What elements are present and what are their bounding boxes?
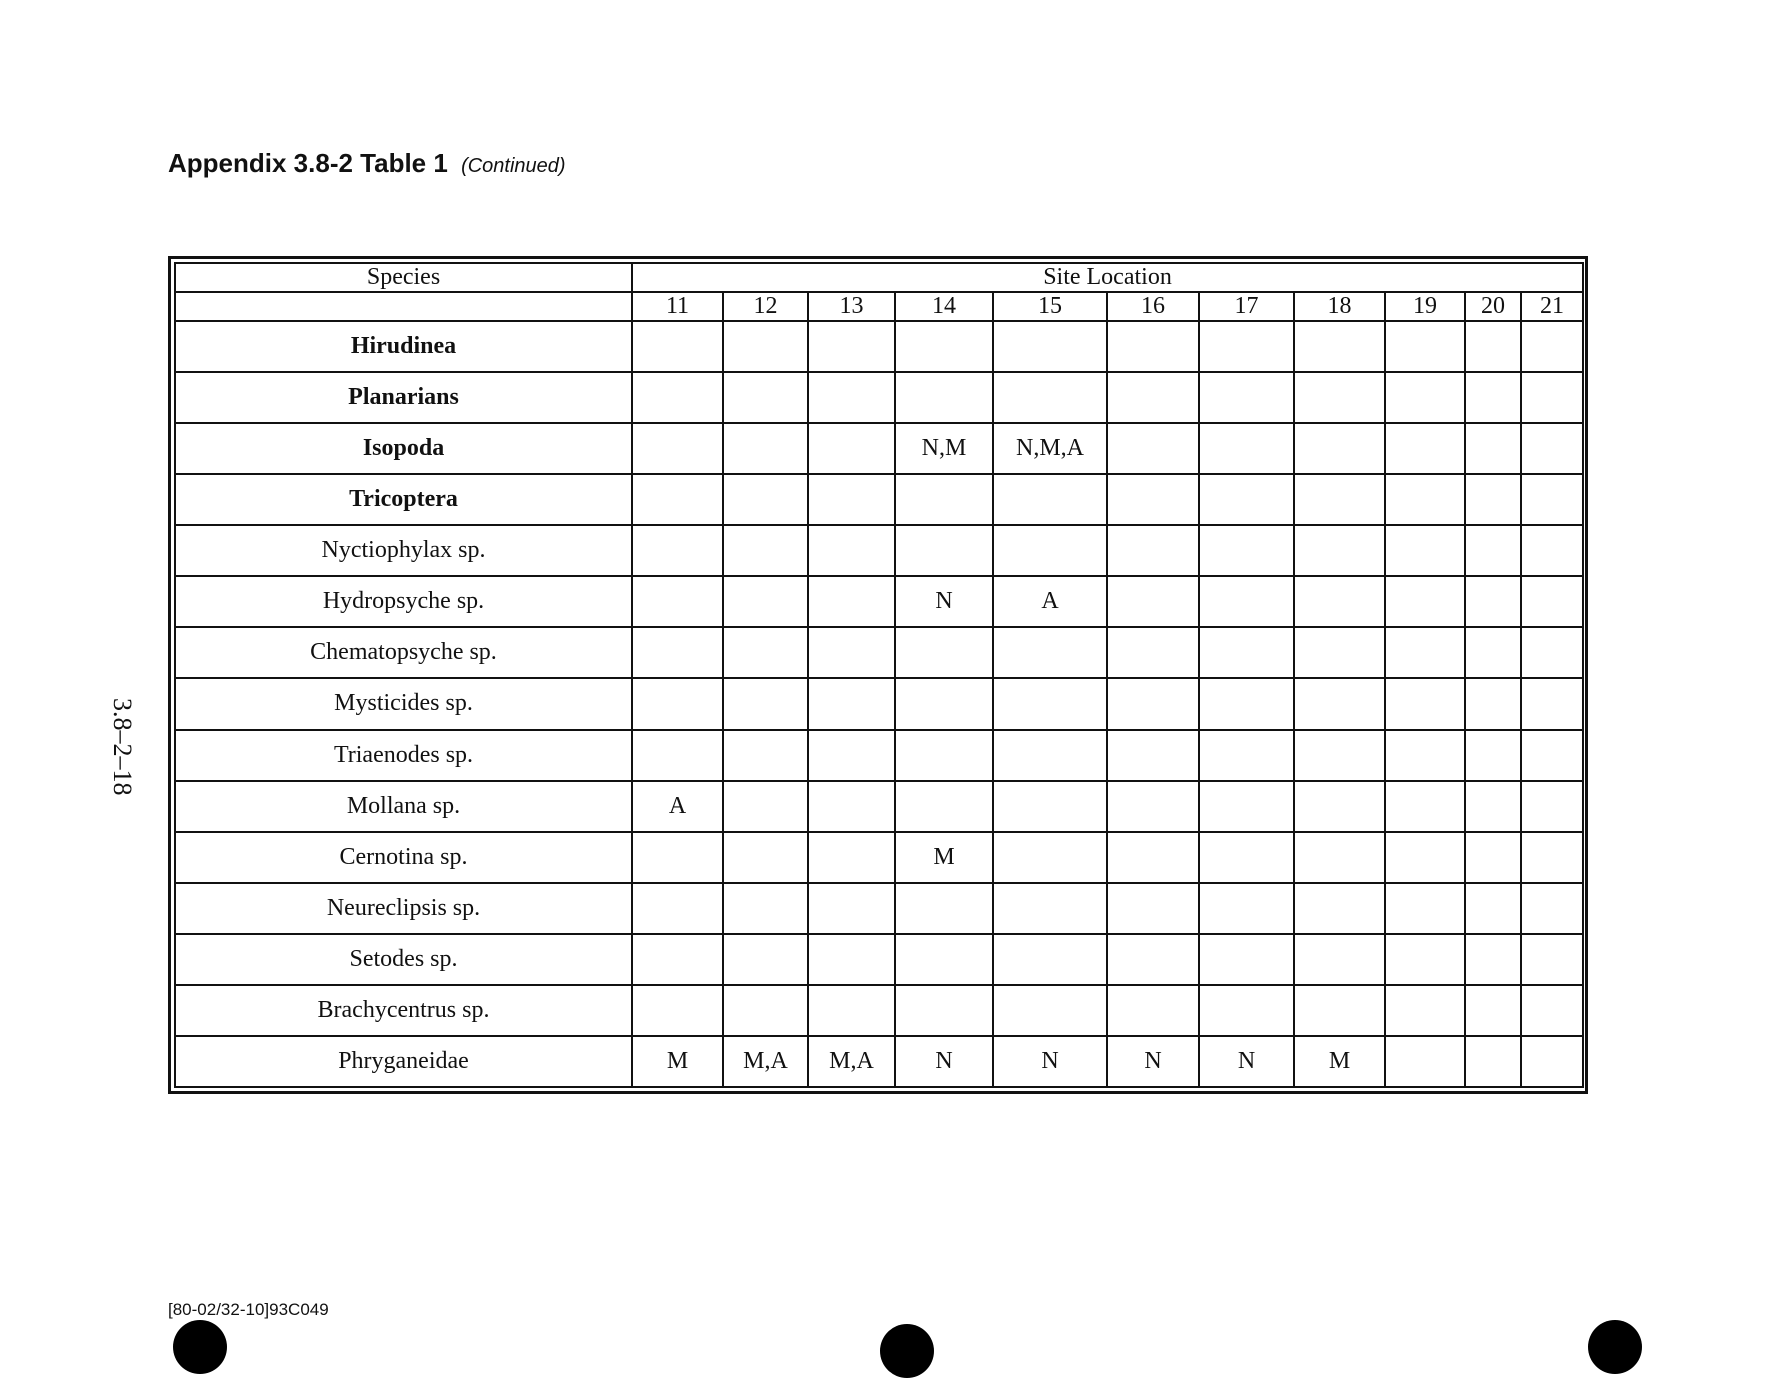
table-row [175,525,1583,576]
occurrence-cell [895,678,993,729]
occurrence-cell [632,832,723,883]
occurrence-cell [1521,832,1583,883]
table-row [175,678,1583,729]
occurrence-cell [1199,474,1294,525]
occurrence-cell [1465,474,1521,525]
occurrence-cell: N [895,576,993,627]
occurrence-cell [632,730,723,781]
occurrence-cell [1465,525,1521,576]
site-number-cell: 18 [1294,292,1385,321]
occurrence-cell [1385,985,1465,1036]
occurrence-cell [723,883,808,934]
occurrence-cell: M [895,832,993,883]
occurrence-cell [1107,883,1199,934]
occurrence-cell [1385,627,1465,678]
site-number-cell: 11 [632,292,723,321]
occurrence-cell [1107,423,1199,474]
occurrence-cell: N [1107,1036,1199,1087]
occurrence-cell [1521,321,1583,372]
occurrence-cell [808,372,895,423]
occurrence-cell [1521,474,1583,525]
occurrence-cell [808,985,895,1036]
occurrence-cell [1385,678,1465,729]
occurrence-cell [1199,934,1294,985]
occurrence-cell: N [1199,1036,1294,1087]
occurrence-cell [1107,832,1199,883]
occurrence-cell [723,934,808,985]
title-continued: (Continued) [461,155,566,177]
occurrence-cell [723,525,808,576]
group-name-cell: Planarians [175,372,632,423]
occurrence-cell [723,627,808,678]
occurrence-cell [1465,372,1521,423]
species-name-cell: Cernotina sp. [175,832,632,883]
occurrence-cell [1385,1036,1465,1087]
species-name-cell: Setodes sp. [175,934,632,985]
occurrence-cell [808,576,895,627]
table-row [175,372,1583,423]
site-number-cell: 19 [1385,292,1465,321]
title-main: Appendix 3.8-2 Table 1 [168,148,448,178]
occurrence-cell [808,832,895,883]
header-row [175,263,1583,292]
site-number-cell: 21 [1521,292,1583,321]
occurrence-cell [808,678,895,729]
species-header-blank [175,292,632,321]
occurrence-cell [723,678,808,729]
occurrence-cell: M,A [723,1036,808,1087]
occurrence-cell [1199,321,1294,372]
occurrence-cell [632,321,723,372]
occurrence-cell [1107,781,1199,832]
species-header: Species [175,263,632,292]
occurrence-cell [632,474,723,525]
occurrence-cell [1107,934,1199,985]
site-number-cell: 15 [993,292,1107,321]
occurrence-cell [1521,1036,1583,1087]
binder-hole [173,1320,227,1374]
occurrence-cell [1199,525,1294,576]
occurrence-cell [1199,883,1294,934]
occurrence-cell [1294,627,1385,678]
occurrence-cell [1107,372,1199,423]
site-number-cell: 12 [723,292,808,321]
occurrence-cell [723,985,808,1036]
occurrence-cell [895,934,993,985]
occurrence-cell [632,423,723,474]
species-table-frame [168,256,1588,1094]
occurrence-cell: A [993,576,1107,627]
occurrence-cell [1465,423,1521,474]
occurrence-cell [723,372,808,423]
occurrence-cell: A [632,781,723,832]
occurrence-cell [1521,985,1583,1036]
occurrence-cell: M [632,1036,723,1087]
occurrence-cell [1385,423,1465,474]
occurrence-cell [808,934,895,985]
occurrence-cell [1199,423,1294,474]
occurrence-cell [1107,627,1199,678]
occurrence-cell [1199,730,1294,781]
table-row [175,321,1583,372]
occurrence-cell [895,985,993,1036]
occurrence-cell [993,781,1107,832]
occurrence-cell [1294,474,1385,525]
species-name-cell: Phryganeidae [175,1036,632,1087]
table-row [175,832,1583,883]
occurrence-cell [1521,934,1583,985]
occurrence-cell [1294,832,1385,883]
occurrence-cell [993,934,1107,985]
occurrence-cell [808,730,895,781]
occurrence-cell [1199,832,1294,883]
occurrence-cell [1294,678,1385,729]
occurrence-cell [1294,525,1385,576]
occurrence-cell [1465,730,1521,781]
occurrence-cell [993,321,1107,372]
binder-hole [880,1324,934,1378]
table-row [175,730,1583,781]
occurrence-cell [1521,423,1583,474]
occurrence-cell: M,A [808,1036,895,1087]
occurrence-cell [1107,474,1199,525]
occurrence-cell [993,985,1107,1036]
occurrence-cell [993,678,1107,729]
occurrence-cell [808,781,895,832]
table-row [175,985,1583,1036]
occurrence-cell [1107,525,1199,576]
occurrence-cell [1465,883,1521,934]
occurrence-cell: N,M [895,423,993,474]
occurrence-cell [723,321,808,372]
species-name-cell: Chematopsyche sp. [175,627,632,678]
occurrence-cell [1385,525,1465,576]
occurrence-cell [808,423,895,474]
occurrence-cell [895,474,993,525]
occurrence-cell [632,934,723,985]
occurrence-cell [1465,678,1521,729]
occurrence-cell [1385,321,1465,372]
occurrence-cell [632,985,723,1036]
occurrence-cell [1385,934,1465,985]
species-name-cell: Neureclipsis sp. [175,883,632,934]
occurrence-cell [1521,576,1583,627]
occurrence-cell [1465,832,1521,883]
occurrence-cell [808,627,895,678]
occurrence-cell [1521,627,1583,678]
occurrence-cell [993,474,1107,525]
occurrence-cell [895,730,993,781]
occurrence-cell [1107,576,1199,627]
occurrence-cell [632,372,723,423]
occurrence-cell [1294,985,1385,1036]
occurrence-cell [1199,781,1294,832]
species-name-cell: Mysticides sp. [175,678,632,729]
table-row [175,1036,1583,1087]
occurrence-cell [1521,730,1583,781]
occurrence-cell [1294,730,1385,781]
occurrence-cell [1107,321,1199,372]
occurrence-cell [723,423,808,474]
occurrence-cell [895,781,993,832]
occurrence-cell [993,832,1107,883]
site-number-cell: 16 [1107,292,1199,321]
occurrence-cell [1465,321,1521,372]
occurrence-cell [1465,781,1521,832]
site-number-cell: 20 [1465,292,1521,321]
table-row [175,423,1583,474]
table-body [175,321,1583,1087]
occurrence-cell [1107,985,1199,1036]
table-row [175,576,1583,627]
occurrence-cell [1294,321,1385,372]
occurrence-cell [895,372,993,423]
site-location-header: Site Location [632,263,1583,292]
occurrence-cell [1385,832,1465,883]
species-name-cell: Triaenodes sp. [175,730,632,781]
species-table [174,262,1584,1088]
table-row [175,781,1583,832]
occurrence-cell [895,525,993,576]
occurrence-cell [1294,934,1385,985]
species-name-cell: Nyctiophylax sp. [175,525,632,576]
occurrence-cell [1521,883,1583,934]
table-row [175,934,1583,985]
occurrence-cell [723,474,808,525]
occurrence-cell [1465,985,1521,1036]
occurrence-cell [993,372,1107,423]
occurrence-cell [1385,372,1465,423]
occurrence-cell [1294,372,1385,423]
occurrence-cell [1107,730,1199,781]
occurrence-cell [632,576,723,627]
occurrence-cell [1294,781,1385,832]
occurrence-cell [1521,525,1583,576]
occurrence-cell [632,525,723,576]
site-number-cell: 17 [1199,292,1294,321]
occurrence-cell [1199,678,1294,729]
occurrence-cell: N [993,1036,1107,1087]
site-number-cell: 13 [808,292,895,321]
group-name-cell: Isopoda [175,423,632,474]
occurrence-cell [1521,678,1583,729]
site-number-row [175,292,1583,321]
occurrence-cell [1385,474,1465,525]
occurrence-cell [723,832,808,883]
group-name-cell: Tricoptera [175,474,632,525]
occurrence-cell [1294,883,1385,934]
occurrence-cell [1385,781,1465,832]
occurrence-cell [1385,576,1465,627]
occurrence-cell [1199,372,1294,423]
species-name-cell: Brachycentrus sp. [175,985,632,1036]
occurrence-cell [993,883,1107,934]
page-number: 3.8–2–18 [108,698,137,796]
occurrence-cell [1294,423,1385,474]
table-row [175,883,1583,934]
occurrence-cell [1521,781,1583,832]
occurrence-cell [1465,934,1521,985]
occurrence-cell [895,627,993,678]
occurrence-cell [723,730,808,781]
occurrence-cell [632,883,723,934]
occurrence-cell [1294,576,1385,627]
occurrence-cell [723,781,808,832]
occurrence-cell [1385,883,1465,934]
occurrence-cell [993,730,1107,781]
occurrence-cell [1465,1036,1521,1087]
table-row [175,474,1583,525]
occurrence-cell [895,321,993,372]
group-name-cell: Hirudinea [175,321,632,372]
occurrence-cell [723,576,808,627]
occurrence-cell [895,883,993,934]
occurrence-cell [1385,730,1465,781]
occurrence-cell [993,525,1107,576]
binder-hole [1588,1320,1642,1374]
site-number-cell: 14 [895,292,993,321]
species-name-cell: Hydropsyche sp. [175,576,632,627]
occurrence-cell [1199,985,1294,1036]
occurrence-cell: N,M,A [993,423,1107,474]
occurrence-cell [808,474,895,525]
occurrence-cell [1199,627,1294,678]
occurrence-cell [808,525,895,576]
occurrence-cell [808,321,895,372]
occurrence-cell [1199,576,1294,627]
table-row [175,627,1583,678]
species-name-cell: Mollana sp. [175,781,632,832]
occurrence-cell [993,627,1107,678]
page-title [168,148,566,179]
occurrence-cell: N [895,1036,993,1087]
occurrence-cell [1465,627,1521,678]
occurrence-cell [632,678,723,729]
occurrence-cell [632,627,723,678]
occurrence-cell [1465,576,1521,627]
occurrence-cell [1521,372,1583,423]
document-code: [80-02/32-10]93C049 [168,1300,329,1319]
occurrence-cell [1107,678,1199,729]
occurrence-cell [808,883,895,934]
occurrence-cell: M [1294,1036,1385,1087]
